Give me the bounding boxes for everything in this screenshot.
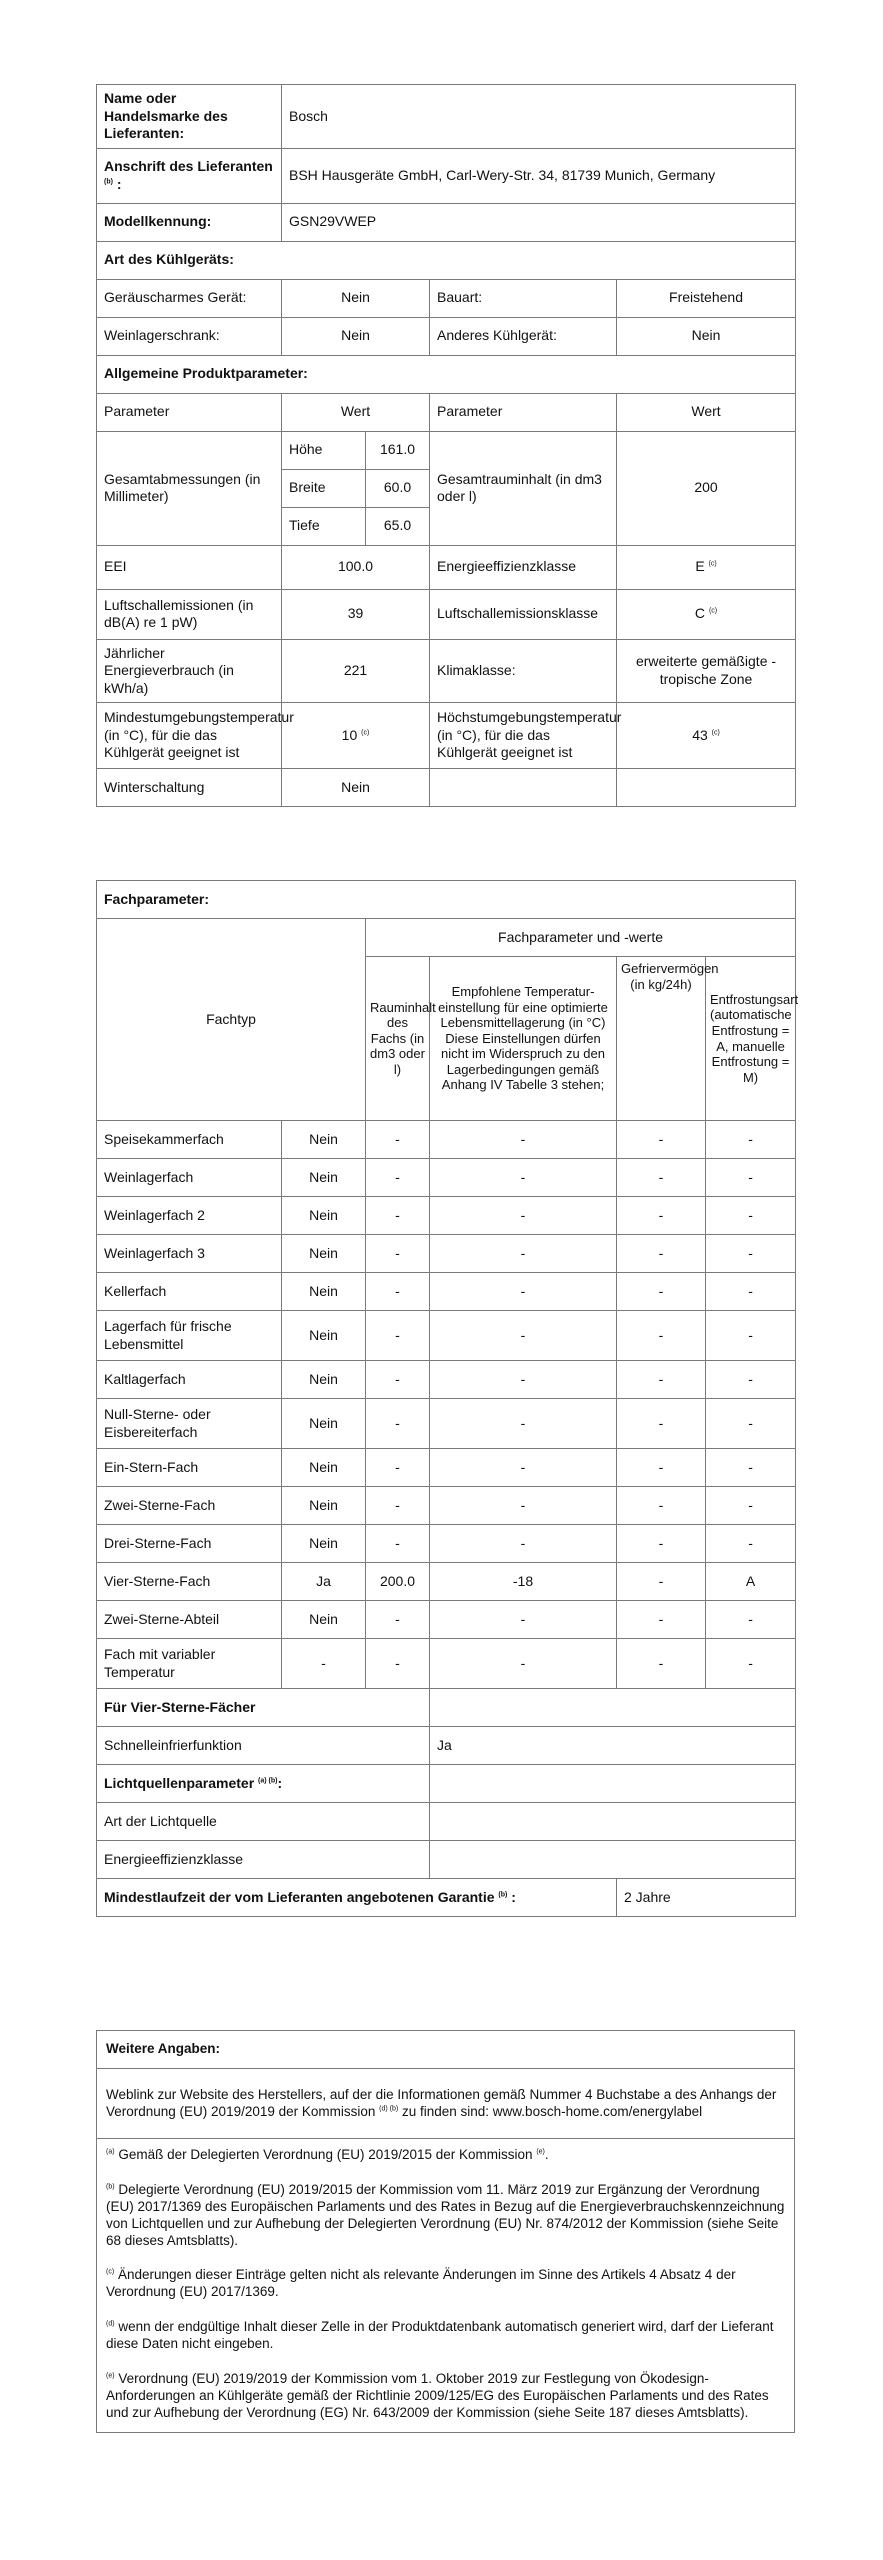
compartment-present: Nein [282, 1197, 366, 1235]
compartment-defrost: - [706, 1197, 796, 1235]
compartment-present: Nein [282, 1311, 366, 1361]
footnote-ref: (b) [498, 1891, 508, 1899]
noise-class-value: C $^{(c)}$ [617, 589, 796, 639]
table-row [97, 1311, 796, 1361]
compartment-defrost: - [706, 1235, 796, 1273]
compartment-name: Lagerfach für frische Lebensmittel [97, 1311, 282, 1361]
footnote [106, 2267, 785, 2301]
compartment-name: Kaltlagerfach [97, 1361, 282, 1399]
depth-label: Tiefe [282, 507, 366, 545]
fast-freeze-label: Schnelleinfrierfunktion [97, 1727, 430, 1765]
defrost-col-header: Entfrostungsart (automatische Entfrostung = A, manuelle Entfrostung = M) [706, 957, 796, 1121]
table-row [97, 1525, 796, 1563]
table-row [97, 1449, 796, 1487]
compartment-defrost: - [706, 1449, 796, 1487]
noise-value: 39 [282, 589, 430, 639]
table-row [97, 1601, 796, 1639]
compartment-freeze: - [617, 1197, 706, 1235]
width-label: Breite [282, 469, 366, 507]
compartment-temp: - [430, 1235, 617, 1273]
footnote [106, 2371, 785, 2422]
compartment-present: Nein [282, 1159, 366, 1197]
table-row [97, 1399, 796, 1449]
compartment-freeze: - [617, 1601, 706, 1639]
supplier-value: Bosch [282, 85, 796, 149]
footnote [106, 2147, 785, 2164]
table-row [97, 1121, 796, 1159]
compartment-name: Kellerfach [97, 1273, 282, 1311]
compartment-defrost: - [706, 1361, 796, 1399]
value-col-header: Wert [282, 393, 430, 431]
footnote-text: Verordnung (EU) 2019/2019 der Kommission vom 1. Oktober 2019 zur Festlegung von Ökodesign-Anforderungen an Kühlgeräte gemäß der Richtlinie 2009/125/EG des Europäischen Parlaments und des Rates und zur Aufhebung der Verordnung (EG) Nr. 643/2009 der Kommission (siehe Seite 187 dieses Amtsblatts). [106, 2370, 769, 2420]
compartment-name: Fach mit variabler Temperatur [97, 1639, 282, 1689]
compartment-volume: - [366, 1449, 430, 1487]
compartment-present: Nein [282, 1399, 366, 1449]
light-class-label: Energieeffizienzklasse [97, 1841, 430, 1879]
compartment-present: Nein [282, 1449, 366, 1487]
param-col-header-2: Parameter [430, 393, 617, 431]
total-volume-label: Gesamtrauminhalt (in dm3 oder l) [430, 431, 617, 545]
design-value: Freistehend [617, 279, 796, 317]
width-value: 60.0 [366, 469, 430, 507]
min-temp-label: Mindestumgebungstemperatur (in °C), für die das Kühlgerät geeignet ist [97, 703, 282, 769]
warranty-value: 2 Jahre [617, 1879, 796, 1917]
volume-col-header: Rauminhalt des Fachs (in dm3 oder l) [366, 957, 430, 1121]
compartment-present: Ja [282, 1563, 366, 1601]
compartment-defrost: - [706, 1273, 796, 1311]
compartment-volume: - [366, 1525, 430, 1563]
compartment-type-header: Fachtyp [97, 919, 366, 1121]
footnote-mark: (d) [106, 2320, 115, 2328]
compartment-defrost: - [706, 1601, 796, 1639]
footnote-ref: (c) [711, 729, 720, 737]
compartment-volume: - [366, 1197, 430, 1235]
compartment-name: Drei-Sterne-Fach [97, 1525, 282, 1563]
footnote-ref: (c) [708, 607, 718, 615]
table-row [97, 1235, 796, 1273]
compartment-present: Nein [282, 1235, 366, 1273]
further-info-heading: Weitere Angaben: [97, 2031, 795, 2069]
compartment-name: Ein-Stern-Fach [97, 1449, 282, 1487]
compartment-name: Speisekammerfach [97, 1121, 282, 1159]
max-temp-label: Höchstumgebungstemperatur (in °C), für die das Kühlgerät geeignet ist [430, 703, 617, 769]
compartment-freeze: - [617, 1121, 706, 1159]
compartment-freeze: - [617, 1563, 706, 1601]
compartment-freeze: - [617, 1361, 706, 1399]
compartment-name: Vier-Sterne-Fach [97, 1563, 282, 1601]
manufacturer-weblink: Weblink zur Website des Herstellers, auf der die Informationen gemäß Nummer 4 Buchstabe a des Anhangs der Verordnung (EU) 2019/2019 der Kommission $^{(d) (b)}$ zu finden sind: www.bosch-home.com/energylabel [97, 2069, 795, 2139]
compartment-defrost: - [706, 1399, 796, 1449]
compartment-temp: - [430, 1121, 617, 1159]
compartment-defrost: - [706, 1159, 796, 1197]
compartment-volume: 200.0 [366, 1563, 430, 1601]
compartment-temp: - [430, 1197, 617, 1235]
compartment-name: Zwei-Sterne-Fach [97, 1487, 282, 1525]
compartment-volume: - [366, 1639, 430, 1689]
compartment-volume: - [366, 1601, 430, 1639]
empty-cell [430, 1765, 796, 1803]
compartment-freeze: - [617, 1487, 706, 1525]
model-value: GSN29VWEP [282, 203, 796, 241]
footnote-mark: (b) [106, 2183, 115, 2191]
compartment-defrost: - [706, 1639, 796, 1689]
value-col-header-2: Wert [617, 393, 796, 431]
footnote-ref: (c) [708, 560, 717, 568]
compartment-temp: - [430, 1399, 617, 1449]
climate-class-label: Klimaklasse: [430, 639, 617, 703]
wine-cabinet-value: Nein [282, 317, 430, 355]
compartment-volume: - [366, 1399, 430, 1449]
footnote-text: wenn der endgültige Inhalt dieser Zelle in der Produktdatenbank automatisch generiert wird, darf der Lieferant diese Daten nicht eingeben. [106, 2319, 774, 2351]
compartment-freeze: - [617, 1273, 706, 1311]
compartment-freeze: - [617, 1639, 706, 1689]
table-row [97, 1197, 796, 1235]
compartment-volume: - [366, 1487, 430, 1525]
compartment-present: - [282, 1639, 366, 1689]
compartment-freeze: - [617, 1449, 706, 1487]
compartment-present: Nein [282, 1273, 366, 1311]
model-label: Modellkennung: [97, 203, 282, 241]
footnote-mark: (c) [106, 2268, 115, 2276]
compartment-temp: - [430, 1273, 617, 1311]
compartment-freeze: - [617, 1159, 706, 1197]
footnote-ref: (b) [104, 177, 113, 185]
compartment-volume: - [366, 1121, 430, 1159]
footnote-text: Änderungen dieser Einträge gelten nicht als relevante Änderungen im Sinne des Artikels 4 Absatz 4 der Verordnung (EU) 2017/1369. [106, 2267, 736, 2300]
compartment-volume: - [366, 1361, 430, 1399]
address-label: Anschrift des Lieferanten $^{(b)}$ : [97, 148, 282, 203]
compartment-defrost: - [706, 1487, 796, 1525]
footnote-ref: (c) [361, 729, 370, 737]
compartment-present: Nein [282, 1487, 366, 1525]
compartment-volume: - [366, 1235, 430, 1273]
light-type-label: Art der Lichtquelle [97, 1803, 430, 1841]
empty-cell [430, 1689, 796, 1727]
table-row [97, 1563, 796, 1601]
appliance-type-heading: Art des Kühlgeräts: [97, 241, 796, 279]
winter-value: Nein [282, 769, 430, 807]
footnote-end: . [544, 2147, 549, 2162]
compartment-name: Zwei-Sterne-Abteil [97, 1601, 282, 1639]
compartment-freeze: - [617, 1311, 706, 1361]
compartment-freeze: - [617, 1235, 706, 1273]
compartment-name: Weinlagerfach 2 [97, 1197, 282, 1235]
eei-label: EEI [97, 545, 282, 589]
light-type-value [430, 1803, 796, 1841]
footnote-text: Gemäß der Delegierten Verordnung (EU) 2019/2015 der Kommission [118, 2147, 533, 2162]
general-parameters-table [96, 84, 796, 807]
footnote-mark: (a) [106, 2148, 115, 2156]
compartment-temp: - [430, 1639, 617, 1689]
height-value: 161.0 [366, 431, 430, 469]
compartment-defrost: - [706, 1121, 796, 1159]
design-label: Bauart: [430, 279, 617, 317]
energy-class-label: Energieeffizienzklasse [430, 545, 617, 589]
footnotes-block [97, 2139, 795, 2433]
footnote-mark: (e) [106, 2372, 115, 2380]
fast-freeze-value: Ja [430, 1727, 796, 1765]
supplier-label: Name oder Handelsmarke des Lieferanten: [97, 85, 282, 149]
compartment-temp: - [430, 1487, 617, 1525]
eei-value: 100.0 [282, 545, 430, 589]
compartment-temp: - [430, 1449, 617, 1487]
compartments-heading: Fachparameter: [97, 881, 796, 919]
low-noise-value: Nein [282, 279, 430, 317]
compartment-name: Weinlagerfach [97, 1159, 282, 1197]
compartment-freeze: - [617, 1525, 706, 1563]
compartment-temp: - [430, 1361, 617, 1399]
compartment-freeze: - [617, 1399, 706, 1449]
compartment-temp: - [430, 1525, 617, 1563]
freeze-col-header: Gefriervermögen (in kg/24h) [617, 957, 706, 1121]
other-appliance-label: Anderes Kühlgerät: [430, 317, 617, 355]
compartment-volume: - [366, 1159, 430, 1197]
temp-col-header: Empfohlene Temperatur-einstellung für eine optimierte Lebensmittellagerung (in °C) Diese Einstellungen dürfen nicht im Widerspruch zu den Lagerbedingungen gemäß Anhang IV Tabelle 3 stehen; [430, 957, 617, 1121]
compartment-present: Nein [282, 1121, 366, 1159]
param-col-header: Parameter [97, 393, 282, 431]
table-row [97, 1487, 796, 1525]
depth-value: 65.0 [366, 507, 430, 545]
product-params-heading: Allgemeine Produktparameter: [97, 355, 796, 393]
dimensions-label: Gesamtabmessungen (in Millimeter) [97, 431, 282, 545]
compartment-present: Nein [282, 1525, 366, 1563]
compartment-parameters-table [96, 880, 799, 1917]
table-row [97, 1273, 796, 1311]
warranty-label: Mindestlaufzeit der vom Lieferanten angebotenen Garantie $^{(b)}$ : [97, 1879, 617, 1917]
table-row [97, 1361, 796, 1399]
wine-cabinet-label: Weinlagerschrank: [97, 317, 282, 355]
light-class-value [430, 1841, 796, 1879]
compartment-defrost: A [706, 1563, 796, 1601]
noise-label: Luftschallemissionen (in dB(A) re 1 pW) [97, 589, 282, 639]
max-temp-value: 43 $^{(c)}$ [617, 703, 796, 769]
empty-cell [430, 769, 617, 807]
footnote-ref: (d) (b) [379, 2105, 399, 2112]
table-row [97, 1159, 796, 1197]
total-volume-value: 200 [617, 431, 796, 545]
compartment-defrost: - [706, 1311, 796, 1361]
table-row [97, 1639, 796, 1689]
further-info-table [96, 2030, 795, 2433]
compartment-volume: - [366, 1273, 430, 1311]
empty-cell [617, 769, 796, 807]
compartment-temp: - [430, 1601, 617, 1639]
annual-energy-label: Jährlicher Energieverbrauch (in kWh/a) [97, 639, 282, 703]
compartment-present: Nein [282, 1361, 366, 1399]
footnote [106, 2319, 785, 2353]
compartment-volume: - [366, 1311, 430, 1361]
footnote-text: Delegierte Verordnung (EU) 2019/2015 der Kommission vom 11. März 2019 zur Ergänzung der Verordnung (EU) 2017/1369 des Europäischen Parlaments und des Rates in Bezug auf die Energieverbrauchskennzeichnung von Lichtquellen und zur Aufhebung der Delegierten Verordnung (EU) Nr. 874/2012 der Kommission (siehe Seite 68 dieses Amtsblatts). [106, 2181, 785, 2248]
annual-energy-value: 221 [282, 639, 430, 703]
light-source-heading: Lichtquellenparameter $^{(a) (b)}$: [97, 1765, 430, 1803]
compartment-temp: - [430, 1159, 617, 1197]
min-temp-value: 10 $^{(c)}$ [282, 703, 430, 769]
compartment-rows [97, 1121, 796, 1689]
footnote [106, 2182, 785, 2250]
compartment-defrost: - [706, 1525, 796, 1563]
winter-label: Winterschaltung [97, 769, 282, 807]
compartment-present: Nein [282, 1601, 366, 1639]
other-appliance-value: Nein [617, 317, 796, 355]
height-label: Höhe [282, 431, 366, 469]
compartment-temp: - [430, 1311, 617, 1361]
footnote-ref: (a) (b) [258, 1777, 278, 1785]
noise-class-label: Luftschallemissionsklasse [430, 589, 617, 639]
energy-class-value: E $^{(c)}$ [617, 545, 796, 589]
compartment-group-header: Fachparameter und -werte [366, 919, 796, 957]
four-star-heading: Für Vier-Sterne-Fächer [97, 1689, 430, 1727]
address-value: BSH Hausgeräte GmbH, Carl-Wery-Str. 34, 81739 Munich, Germany [282, 148, 796, 203]
compartment-temp: -18 [430, 1563, 617, 1601]
compartment-name: Null-Sterne- oder Eisbereiterfach [97, 1399, 282, 1449]
footnote-ref: (e) [536, 2148, 545, 2156]
low-noise-label: Geräuscharmes Gerät: [97, 279, 282, 317]
compartment-name: Weinlagerfach 3 [97, 1235, 282, 1273]
climate-class-value: erweiterte gemäßigte - tropische Zone [617, 639, 796, 703]
